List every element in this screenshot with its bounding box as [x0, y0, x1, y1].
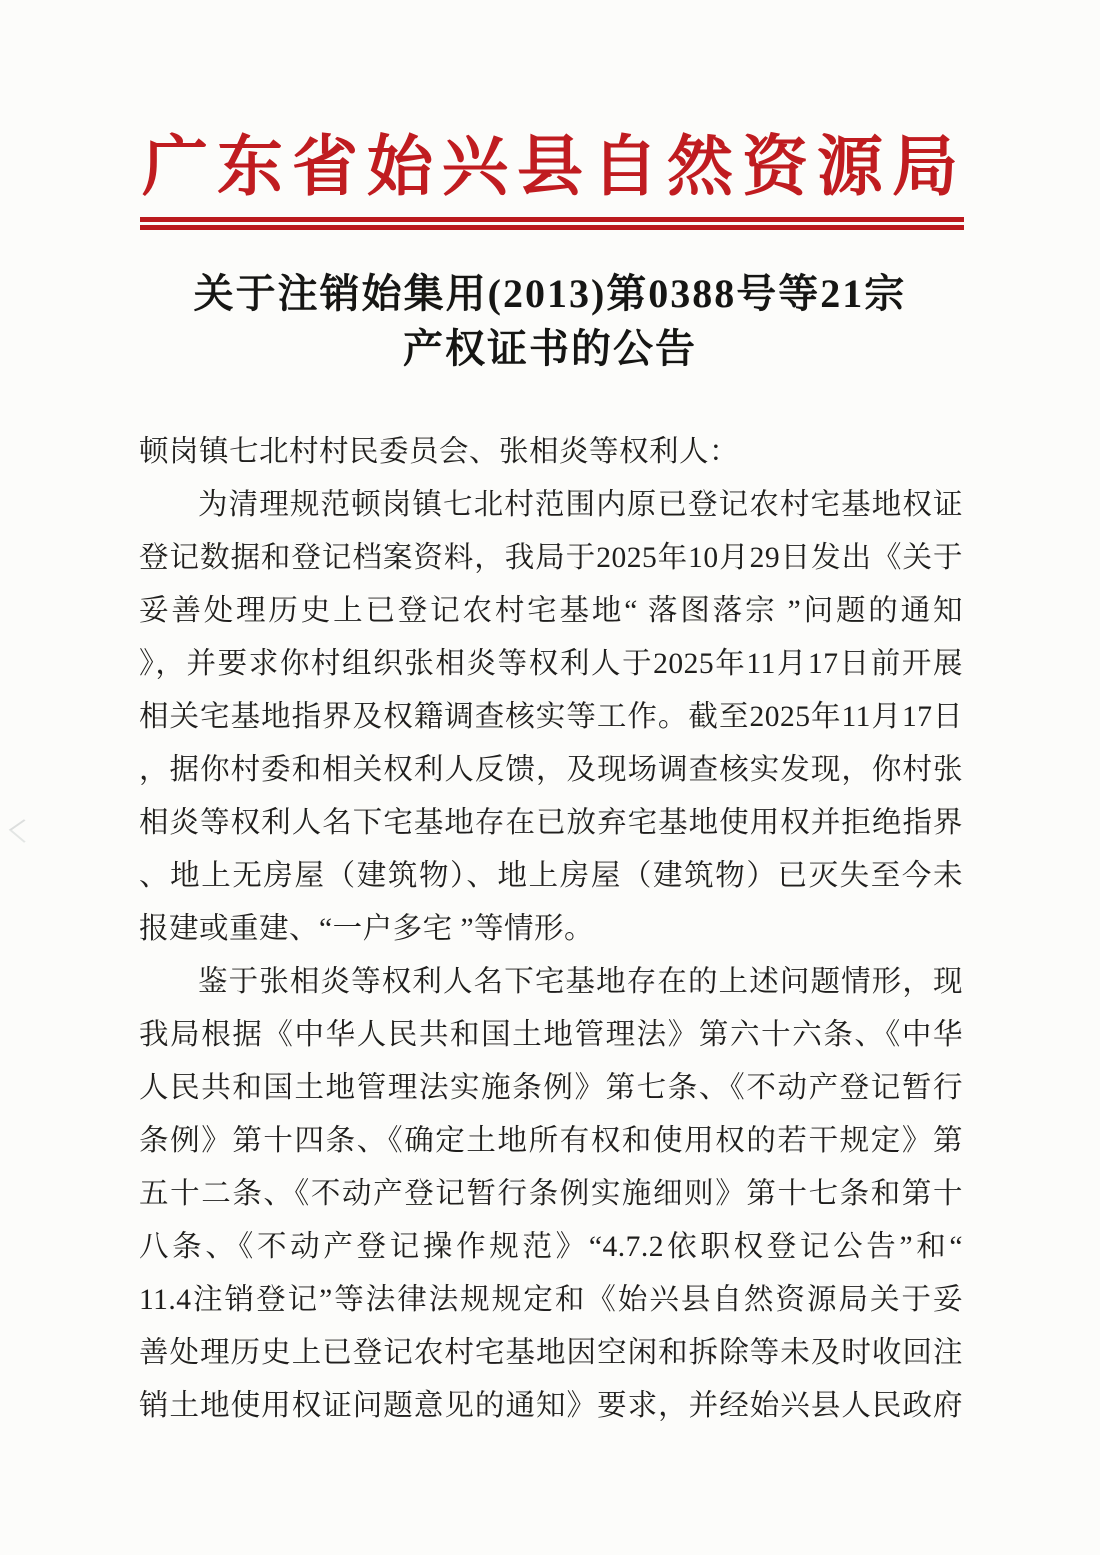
body-line: 八条、《不动产登记操作规范》“4.7.2依职权登记公告”和“	[139, 1231, 963, 1263]
body-line: 报建或重建、“一户多宅 ”等情形。	[139, 913, 595, 945]
body-line: 登记数据和登记档案资料，我局于2025年10月29日发出《关于	[139, 542, 963, 574]
body-line: 、地上无房屋（建筑物）、地上房屋（建筑物）已灭失至今未	[139, 860, 963, 892]
body-line: 五十二条、《不动产登记暂行条例实施细则》第十七条和第十	[139, 1178, 963, 1210]
letterhead-divider-rule	[140, 217, 964, 225]
body-line: ，据你村委和相关权利人反馈，及现场调查核实发现，你村张	[139, 754, 963, 786]
body-line: 相关宅基地指界及权籍调查核实等工作。截至2025年11月17日	[139, 701, 963, 733]
body-line: 11.4注销登记”等法律法规规定和《始兴县自然资源局关于妥	[139, 1284, 963, 1316]
document-title-line-2: 产权证书的公告	[403, 326, 697, 371]
body-line: 我局根据《中华人民共和国土地管理法》第六十六条、《中华	[139, 1019, 963, 1051]
document-title-line-1: 关于注销始集用(2013)第0388号等21宗	[193, 271, 907, 316]
document-body	[139, 426, 963, 1433]
body-line: 妥善处理历史上已登记农村宅基地“ 落图落宗 ”问题的通知	[139, 595, 963, 627]
body-line: 善处理历史上已登记农村宅基地因空闲和拆除等未及时收回注	[139, 1337, 963, 1369]
document-title	[0, 266, 1100, 376]
body-line: 鉴于张相炎等权利人名下宅基地存在的上述问题情形，现	[198, 966, 963, 998]
letterhead-agency-name: 广东省始兴县自然资源局	[142, 131, 967, 204]
body-line: 为清理规范顿岗镇七北村范围内原已登记农村宅基地权证	[198, 489, 963, 521]
body-line-salutation: 顿岗镇七北村村民委员会、张相炎等权利人：	[139, 436, 740, 468]
body-line: 销土地使用权证问题意见的通知》要求，并经始兴县人民政府	[139, 1390, 963, 1422]
body-line: 相炎等权利人名下宅基地存在已放弃宅基地使用权并拒绝指界	[139, 807, 963, 839]
body-line: 条例》第十四条、《确定土地所有权和使用权的若干规定》第	[139, 1125, 963, 1157]
scan-artifact-mark	[9, 819, 40, 843]
body-line: 人民共和国土地管理法实施条例》第七条、《不动产登记暂行	[139, 1072, 963, 1104]
body-line: 》，并要求你村组织张相炎等权利人于2025年11月17日前开展	[139, 648, 963, 680]
